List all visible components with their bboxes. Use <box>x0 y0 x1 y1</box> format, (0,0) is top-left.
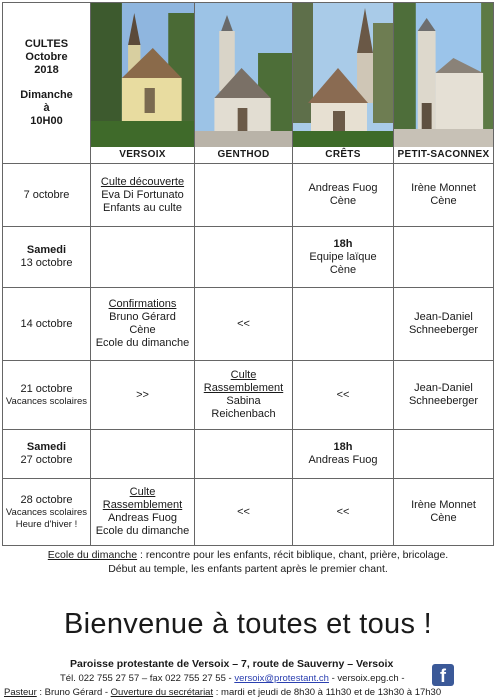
cell-line: Andreas Fuog <box>308 454 378 466</box>
title-day: Dimanche <box>20 89 73 101</box>
church-versoix-photo <box>91 3 194 163</box>
title-year: 2018 <box>34 64 59 76</box>
cell-line: 18h <box>333 441 353 453</box>
date-line: Vacances scolaires <box>5 395 88 407</box>
church-crets-photo <box>293 3 393 163</box>
facebook-icon[interactable]: f <box>432 664 454 686</box>
cell-petit <box>394 479 494 546</box>
cell-crets <box>293 361 394 430</box>
cell-line: Andreas Fuog <box>308 182 378 194</box>
church-versoix-name: VERSOIX <box>91 147 194 163</box>
cell-line: Culte <box>230 369 257 381</box>
cell-crets <box>293 164 394 227</box>
church-crets-name: CRÊTS <box>293 147 393 163</box>
title-time: 10H00 <box>30 115 63 127</box>
date-line: 13 octobre <box>20 257 73 269</box>
date-cell <box>3 361 91 430</box>
date-cell <box>3 288 91 361</box>
date-cell <box>3 430 91 479</box>
cell-crets <box>293 479 394 546</box>
date-line: 27 octobre <box>20 454 73 466</box>
cell-versoix <box>91 479 195 546</box>
cell-line: Bruno Gérard <box>109 311 176 323</box>
cell-line: Culte découverte <box>100 175 185 188</box>
cell-line: Eva Di Fortunato <box>101 188 184 201</box>
date-line: Samedi <box>26 441 67 453</box>
legend-text-1: : rencontre pour les enfants, récit biblique, chant, prière, bricolage. <box>137 549 449 561</box>
cell-line: << <box>336 505 350 518</box>
schedule-row <box>3 288 494 361</box>
parish-address: Paroisse protestante de Versoix – 7, route de Sauverny – Versoix <box>70 658 394 670</box>
cell-line: Irène Monnet <box>411 499 476 511</box>
legend <box>12 548 484 576</box>
date-line: Samedi <box>26 244 67 256</box>
cell-line: Rassemblement <box>203 382 284 394</box>
title-at: à <box>43 102 50 114</box>
schedule-row <box>3 430 494 479</box>
schedule-row <box>3 361 494 430</box>
cell-line: >> <box>136 388 149 401</box>
church-genthod-photo <box>195 3 292 163</box>
cell-line: << <box>237 317 250 330</box>
cell-line: Cène <box>329 195 357 207</box>
cell-versoix <box>91 430 195 479</box>
church-petit-saconnex-name: PETIT-SACONNEX <box>394 147 493 163</box>
date-cell <box>3 164 91 227</box>
cell-line: Andreas Fuog <box>107 512 178 524</box>
schedule-table <box>2 2 494 546</box>
contact-line <box>60 673 404 684</box>
cell-line: Rassemblement <box>102 499 183 511</box>
cell-line: Confirmations <box>108 298 177 310</box>
cell-genthod <box>195 164 293 227</box>
date-line: 14 octobre <box>20 317 73 330</box>
cell-line: 18h <box>333 237 353 250</box>
date-cell <box>3 227 91 288</box>
cell-genthod <box>195 361 293 430</box>
cell-versoix <box>91 227 195 288</box>
church-petit-saconnex <box>394 3 494 164</box>
church-genthod <box>195 3 293 164</box>
schedule-row <box>3 479 494 546</box>
cell-line: Jean-Daniel <box>414 311 473 323</box>
cell-line: Schneeberger <box>408 395 479 407</box>
header-row <box>3 3 494 164</box>
cell-line: Cène <box>430 512 457 524</box>
legend-text-2: Début au temple, les enfants partent après le premier chant. <box>108 563 388 575</box>
schedule-title-cell <box>3 3 91 164</box>
cell-line: Jean-Daniel <box>414 382 473 394</box>
cell-petit <box>394 164 494 227</box>
cell-line: Sabina <box>226 395 261 407</box>
date-line: Heure d'hiver ! <box>15 518 78 530</box>
schedule-row <box>3 227 494 288</box>
cell-petit <box>394 430 494 479</box>
cell-genthod <box>195 479 293 546</box>
pastor-label: Pasteur <box>4 687 37 698</box>
cell-line: Cène <box>329 263 357 276</box>
cell-genthod <box>195 288 293 361</box>
cell-petit <box>394 227 494 288</box>
cell-genthod <box>195 430 293 479</box>
title-month: Octobre <box>25 51 68 63</box>
church-genthod-name: GENTHOD <box>195 147 292 163</box>
office-text: : mardi et jeudi de 8h30 à 11h30 et de 13h30 à 17h30 <box>213 687 442 698</box>
cell-line: Schneeberger <box>408 324 479 336</box>
cell-line: << <box>336 388 350 401</box>
cell-crets <box>293 227 394 288</box>
date-line: 28 octobre <box>20 493 73 506</box>
email-link[interactable]: versoix@protestant.ch <box>234 673 329 684</box>
cell-versoix <box>91 288 195 361</box>
cell-line: Cène <box>430 195 457 207</box>
cell-line: Ecole du dimanche <box>95 337 190 349</box>
cell-crets <box>293 430 394 479</box>
welcome-heading: Bienvenue à toutes et tous ! <box>64 608 432 640</box>
cell-line: Equipe laïque <box>309 250 377 263</box>
cell-line: Enfants au culte <box>103 201 182 214</box>
title-cultes: CULTES <box>24 38 69 50</box>
cell-line: << <box>237 505 250 518</box>
hours-line <box>4 687 441 698</box>
date-line: Vacances scolaires <box>5 506 88 518</box>
office-label: Ouverture du secrétariat <box>110 687 214 698</box>
church-petit-saconnex-photo <box>394 3 493 163</box>
legend-term: Ecole du dimanche <box>47 549 138 561</box>
cell-versoix <box>91 361 195 430</box>
cell-crets <box>293 288 394 361</box>
schedule-rows <box>3 164 494 546</box>
cell-line: Culte <box>129 486 156 498</box>
cell-versoix <box>91 164 195 227</box>
cell-line: Cène <box>129 324 156 336</box>
cell-petit <box>394 288 494 361</box>
cell-line: Ecole du dimanche <box>95 525 190 537</box>
website: - versoix.epg.ch - <box>328 673 405 684</box>
cell-line: Reichenbach <box>211 408 276 420</box>
cell-genthod <box>195 227 293 288</box>
church-versoix <box>91 3 195 164</box>
schedule-row <box>3 164 494 227</box>
church-crets <box>293 3 394 164</box>
date-line: 21 octobre <box>20 382 73 395</box>
cell-petit <box>394 361 494 430</box>
date-line: 7 octobre <box>23 188 70 201</box>
phone-fax: Tél. 022 755 27 57 – fax 022 755 27 55 - <box>60 673 235 684</box>
pastor-text: : Bruno Gérard - <box>36 687 111 698</box>
cell-line: Irène Monnet <box>411 182 476 194</box>
date-cell <box>3 479 91 546</box>
